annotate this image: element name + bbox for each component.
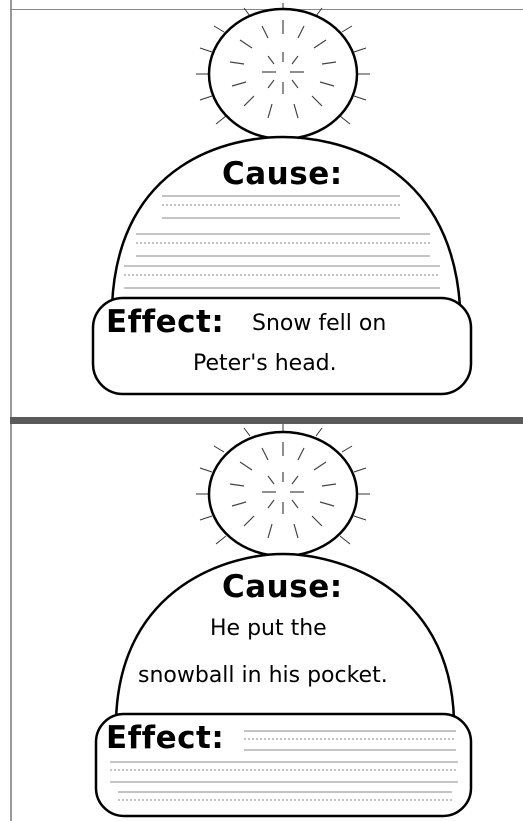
effect-label: Effect:: [106, 304, 225, 340]
worksheet-panel-2: [0, 424, 523, 821]
cause-answer-line-1: He put the: [210, 616, 327, 641]
cause-label: Cause:: [222, 156, 343, 192]
cause-label: Cause:: [222, 569, 343, 605]
page-separator: [10, 417, 523, 424]
cause-answer-line-2: snowball in his pocket.: [138, 663, 388, 688]
effect-label: Effect:: [106, 720, 225, 756]
effect-answer-line-1: Snow fell on: [252, 311, 387, 336]
effect-answer-line-2: Peter's head.: [193, 351, 337, 376]
